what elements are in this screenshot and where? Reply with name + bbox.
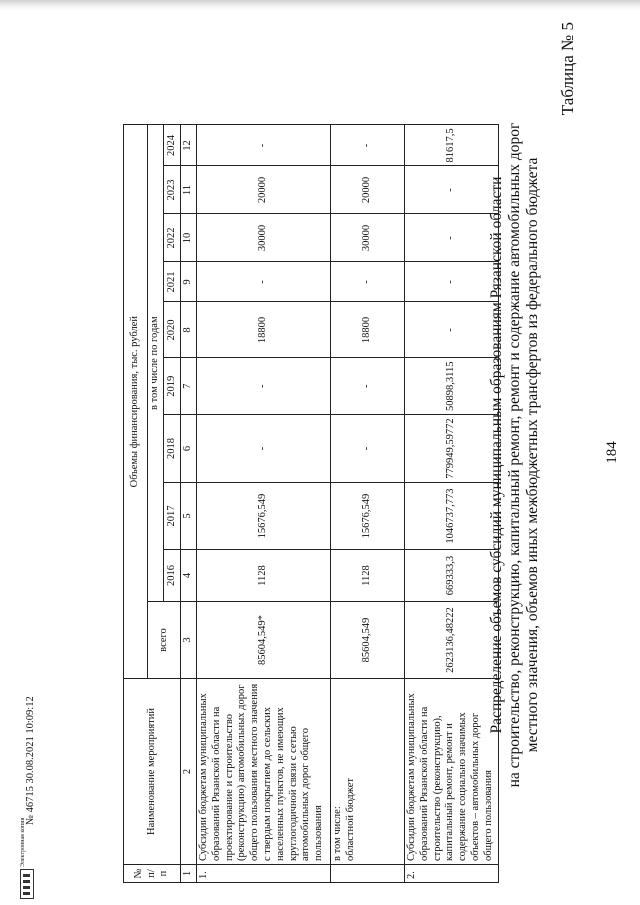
row-value: - <box>331 358 405 415</box>
row-value: - <box>405 166 499 214</box>
row-value: 1046737,773 <box>405 483 499 550</box>
title-line: на строительство, реконструкцию, капитальный ремонт, ремонт и содержание автомобильных дорог <box>506 122 523 788</box>
row-value: 669333,3 <box>405 550 499 602</box>
row-name-sub: областной бюджет <box>344 778 356 861</box>
row-value: - <box>331 262 405 302</box>
row-value: - <box>197 415 331 483</box>
row-value: 18800 <box>331 302 405 358</box>
header-year: 2019 <box>164 358 181 415</box>
col-number: 9 <box>181 262 197 302</box>
table-row <box>331 125 405 883</box>
row-value: 30000 <box>331 214 405 262</box>
row-value: 81617,5 <box>405 125 499 166</box>
page-number: 184 <box>604 441 620 464</box>
row-value: 50898,3115 <box>405 358 499 415</box>
header-year: 2016 <box>164 550 181 602</box>
row-value: - <box>405 214 499 262</box>
table-label: Таблица № 5 <box>558 22 577 116</box>
header-year: 2021 <box>164 262 181 302</box>
row-num <box>331 865 405 883</box>
col-number: 2 <box>181 679 197 865</box>
row-name: Субсидии бюджетам муниципальных образований Рязанской области на проектирование и строительство (реконструкцию) автомобильных дорог общего пользования местного значения с твердым покрытием до сельских населенных пунктов, не имеющих круглогодичной связи с сетью автомобильных дорог общего пользования <box>197 679 331 865</box>
header-by-years: в том числе по годам <box>148 125 164 602</box>
row-value: - <box>197 358 331 415</box>
row-num: 1. <box>197 865 331 883</box>
col-number: 6 <box>181 415 197 483</box>
title-line: Распределение объемов субсидий муниципальным образованиям Рязанской области <box>488 176 505 734</box>
document-reference: № 46715 30.08.2021 10:09:12 <box>25 696 36 825</box>
table-row <box>405 125 499 883</box>
barcode-icon <box>20 869 34 899</box>
row-value: 15676,549 <box>197 483 331 550</box>
row-value: 30000 <box>197 214 331 262</box>
row-value: - <box>405 302 499 358</box>
header-year: 2022 <box>164 214 181 262</box>
header-funding: Объемы финансирования, тыс. рублей <box>124 125 148 679</box>
row-value: - <box>197 262 331 302</box>
header-year: 2020 <box>164 302 181 358</box>
row-num: 2. <box>405 865 499 883</box>
row-total: 2623136,48222 <box>405 602 499 679</box>
row-value: 1128 <box>331 550 405 602</box>
row-name-intro: в том числе: <box>332 806 343 861</box>
col-number: 10 <box>181 214 197 262</box>
col-number: 8 <box>181 302 197 358</box>
header-year: 2024 <box>164 125 181 166</box>
row-total: 85604,549 <box>331 602 405 679</box>
electronic-copy-stamp <box>20 817 38 899</box>
row-value: - <box>405 262 499 302</box>
row-value: 15676,549 <box>331 483 405 550</box>
header-year: 2017 <box>164 483 181 550</box>
header-year: 2018 <box>164 415 181 483</box>
row-value: - <box>331 125 405 166</box>
row-value: 779949,59772 <box>405 415 499 483</box>
row-total: 85604,549* <box>197 602 331 679</box>
col-number: 5 <box>181 483 197 550</box>
row-value: 20000 <box>197 166 331 214</box>
col-number: 12 <box>181 125 197 166</box>
row-name <box>331 679 405 865</box>
stamp-text: Электронная копия <box>20 817 26 867</box>
header-year: 2023 <box>164 166 181 214</box>
header-num: № п/п <box>124 865 181 883</box>
col-number: 7 <box>181 358 197 415</box>
row-value: - <box>197 125 331 166</box>
header-total: всего <box>148 602 181 679</box>
col-number: 11 <box>181 166 197 214</box>
row-value: - <box>331 415 405 483</box>
row-value: 18800 <box>197 302 331 358</box>
row-value: 1128 <box>197 550 331 602</box>
col-number: 3 <box>181 602 197 679</box>
col-number: 1 <box>181 865 197 883</box>
header-name: Наименование мероприятий <box>124 679 181 865</box>
row-name: Субсидии бюджетам муниципальных образований Рязанской области на строительство (реконструкцию), капитальный ремонт, ремонт и содержание социально значимых объектов – автомобильных дорог общего пользования <box>405 679 499 865</box>
col-number: 4 <box>181 550 197 602</box>
row-value: 20000 <box>331 166 405 214</box>
title-line: местного значения, объемов иных межбюджетных трансфертов из федерального бюджета <box>524 157 541 753</box>
funding-table <box>123 124 499 883</box>
table-row <box>197 125 331 883</box>
